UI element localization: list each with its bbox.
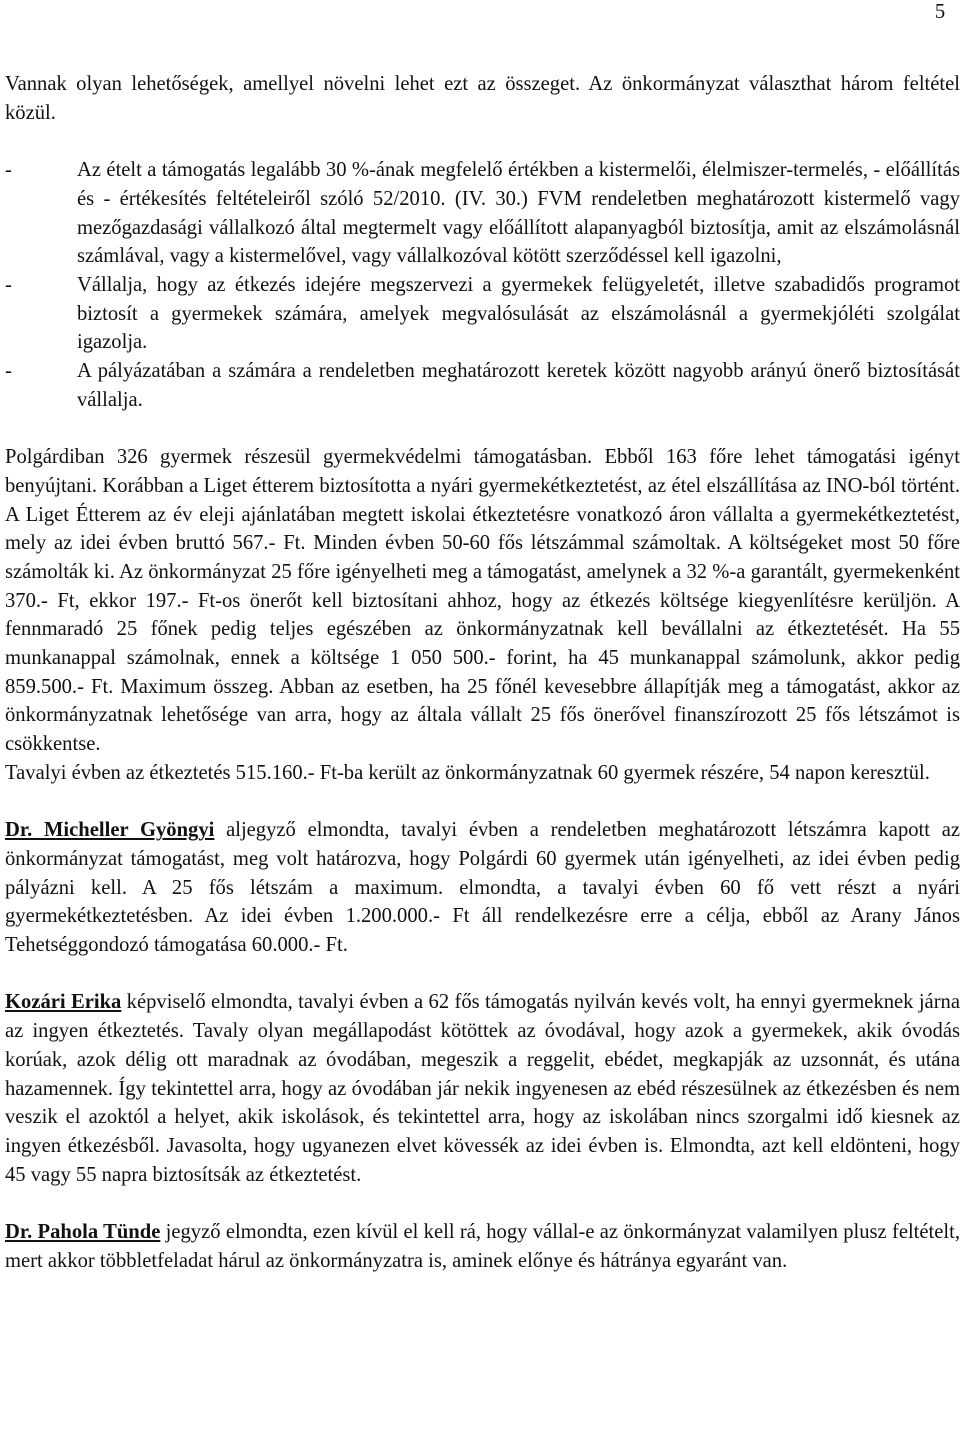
last-year-paragraph: Tavalyi évben az étkeztetés 515.160.- Ft-ba került az önkormányzatnak 60 gyermek részére, 54 napon keresztül. [5, 761, 930, 784]
list-dash: - [5, 273, 12, 296]
statement-paragraph [5, 1218, 960, 1275]
condition-text: A pályázatában a számára a rendeletben meghatározott keretek között nagyobb arányú önerő biztosítását vállalja. [77, 360, 960, 411]
polgardi-paragraph: Polgárdiban 326 gyermek részesül gyermekvédelmi támogatásban. Ebből 163 főre lehet támogatási igényt benyújtani. Korábban a Liget étterem biztosította a nyári gyermekétkeztetést, az étel elszállítása az INO-ból történt. A Liget Étterem az év eleji ajánlatában megtett iskolai étkeztetésre vonatkozó áron vállalta a gyermekétkeztetést, mely az idei évben bruttó 567.- Ft. Minden évben 50-60 fős létszámmal számoltak. A költségeket most 50 főre számolták ki. Az önkormányzat 25 főre igényelheti meg a támogatást, amelynek a 32 %-a garantált, gyermekenként 370.- Ft, ekkor 197.- Ft-os önerőt kell biztosítani ahhoz, hogy az étkezés költsége kiegyenlítésre kerüljön. A fennmaradó 25 főnek pedig teljes egészében az önkormányzatnak kell bevállalni az étkeztetését. Ha 55 munkanappal számolnak, ennek a költsége 1 050 500.- forint, ha 45 munkanappal számolunk, akkor pedig 859.500.- Ft. Maximum összeg. Abban az esetben, ha 25 főnél kevesebbre állapítják meg a támogatást, akkor az önkormányzatnak lehetősége van arra, hogy az általa vállalt 25 fős önerővel finanszírozott 25 fős létszámot is csökkentse. [5, 446, 960, 756]
statement-text: képviselő elmondta, tavalyi évben a 62 fős támogatás nyilván kevés volt, ha ennyi gyermeknek járna az ingyen étkeztetés. Tavaly olyan megállapodást kötöttek az óvodával, hogy azok a gyermekek, akik óvodás korúak, azok délig ott maradnak az óvodában, megeszik a reggelit, ebédet, megkapják az uzsonnát, és utána hazamennek. Így tekintettel arra, hogy az óvodában jár nekik ingyenesen az ebéd részesülnek az étkezésben és nem veszik el azoktól a helyet, akik iskolások, és tekintettel arra, hogy az iskolában nincs szorgalmi idő kiesnek az ingyen étkezésből. Javasolta, hogy ugyanezen elvet kövessék az idei évben is. Elmondta, azt kell eldönteni, hogy 45 vagy 55 napra biztosítsák az étkeztetést. [5, 991, 960, 1186]
statement-paragraph [5, 816, 960, 960]
list-dash: - [5, 360, 12, 383]
speaker-name: Kozári Erika [5, 991, 122, 1014]
list-dash: - [5, 159, 12, 182]
condition-text: Az ételt a támogatás legalább 30 %-ának megfelelő értékben a kistermelői, élelmiszer-termelés, - előállítás és - értékesítés feltételeiről szóló 52/2010. (IV. 30.) FVM rendeletben meghatározott kistermelő vagy mezőgazdasági vállalkozó által megtermelt vagy előállított alapanyagból biztosítja, amit az elszámolásnál számlával, vagy a kistermelővel, vagy vállalkozóval kötött szerződéssel kell igazolni, [77, 159, 960, 268]
page-number: 5 [934, 1, 946, 23]
condition-item [5, 271, 960, 357]
statement-paragraph [5, 988, 960, 1189]
paragraph-gap [5, 960, 960, 989]
paragraph-gap [5, 788, 960, 817]
conditions-list [5, 156, 960, 414]
paragraph-gap [5, 1189, 960, 1218]
paragraph-gap [5, 414, 960, 443]
condition-item [5, 357, 960, 414]
statement-text: jegyző elmondta, ezen kívül el kell rá, hogy vállal-e az önkormányzat valamilyen plusz feltételt, mert akkor többletfeladat hárul az önkormányzatra is, aminek előnye és hátránya egyaránt van. [5, 1221, 960, 1272]
speaker-name: Dr. Pahola Tünde [5, 1221, 161, 1244]
condition-text: Vállalja, hogy az étkezés idejére megszervezi a gyermekek felügyeletét, illetve szabadidős programot biztosít a gyermekek számára, amelyek megvalósulását az elszámolásnál a gyermekjóléti szolgálat igazolja. [77, 273, 960, 354]
intro-paragraph: Vannak olyan lehetőségek, amellyel növelni lehet ezt az összeget. Az önkormányzat választhat három feltétel közül. [5, 73, 960, 124]
statement-text: aljegyző elmondta, tavalyi évben a rendeletben meghatározott létszámra kapott az önkormányzat támogatást, meg volt határozva, hogy Polgárdi 60 gyermek után igényelheti, az idei évben pedig pályázni kell. A 25 fős létszám a maximum. elmondta, a tavalyi évben 60 fő vett részt a nyári gyermekétkeztetésben. Az idei évben 1.200.000.- Ft áll rendelkezésre erre a célja, ebből az Arany János Tehetséggondozó támogatása 60.000.- Ft. [5, 819, 960, 957]
condition-item [5, 156, 960, 271]
document-body [5, 70, 960, 1275]
speaker-name: Dr. Micheller Gyöngyi [5, 819, 215, 842]
paragraph-gap [5, 127, 960, 156]
